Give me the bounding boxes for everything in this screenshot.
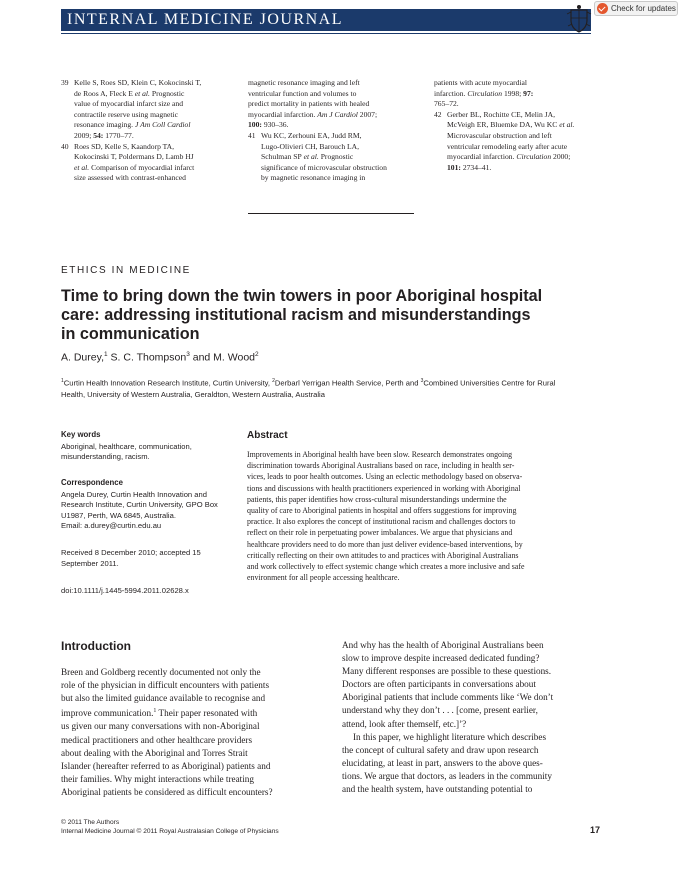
reference-text: magnetic resonance imaging and left ventricular function and volumes to predict mortality in patients with healed myocardial infarction. Am J Cardiol 2007; 100: 930–36. [248,78,378,130]
page-number: 17 [590,825,601,835]
reference-text: Roes SD, Kelle S, Kaandorp TA, Kokocinski T, Poldermans D, Lamb HJ et al. Comparison of myocardial infarct size assessed with contrast-enhanced [74,141,195,183]
author-affiliations: $^1$Curtin Health Innovation Research Institute, Curtin University, $^2$Derbarl Yerrigan Health Service, Perth and $^3$Combined Universities Centre for Rural Health, University of Western Australia, Geraldton, Western Australia, Australia [61,378,556,399]
college-crest-icon [565,4,593,34]
reference-42 [434,110,604,174]
reference-41 [248,131,416,184]
abstract-text: Improvements in Aboriginal health have been slow. Research demonstrates ongoing discrimination towards Aboriginal Australians based on race, including in health ser- vices, leads to poor health outcomes. Using an eclectic methodology based on observa- tions and discussions with health practitioners experienced in working with Aboriginal patients, this paper identifies how cross-cultural misunderstandings undermine the quality of care to Aboriginal patients in hospital and offers suggestions for improving practice. It also explores the concept of institutional racism and challenges doctors to reflect on their role in perpetuating power imbalances. We argue that physicians and healthcare providers need to do more than just deliver evidence-based interventions, by critically reflecting on their own attitudes to and practices with Aboriginal Australians and work collectively to effect systemic change which creates a more inclusive and safe environment for all people accessing healthcare. [247,450,525,583]
references-column-1 [61,78,237,184]
reference-number: 41 [248,130,256,140]
update-check-icon [597,3,608,14]
abstract-heading: Abstract [247,430,288,441]
correspondence-block [61,478,231,532]
correspondence-email[interactable]: Email: a.durey@curtin.edu.au [61,521,162,531]
keywords-text: Aboriginal, healthcare, communication, misunderstanding, racism. [61,441,192,462]
author-name: and M. Wood [189,351,256,364]
reference-39 [61,78,237,142]
correspondence-text: Angela Durey, Curtin Health Innovation and Research Institute, Curtin University, GPO Box U1987, Perth, WA 6845, Australia. Email: a.durey@curtin.edu.au [61,489,218,531]
journal-title: INTERNAL MEDICINE JOURNAL [67,11,343,28]
reference-40 [61,142,237,184]
references-divider [248,213,414,214]
author-name: A. Durey, [61,351,104,364]
copyright-line: © 2011 The Authors [61,819,120,826]
header-rule [61,33,591,34]
reference-number: 40 [61,141,69,151]
keywords-heading: Key words [61,430,101,439]
correspondence-heading: Correspondence [61,478,123,487]
reference-number: 39 [61,78,69,87]
reference-text: Wu KC, Zerhouni EA, Judd RM, Lugo-Olivieri CH, Barouch LA, Schulman SP et al. Prognostic significance of microvascular obstruction by magnetic resonance imaging in [261,130,387,183]
body-column-left [61,666,321,799]
body-paragraph: And why has the health of Aboriginal Australians been slow to improve despite increased dedicated funding? Many different responses are possible to these questions. Doctors are often participants in conversations about Aboriginal patients that include comments like ‘We don’t understand why they don’t . . . [come, present earlier, attend, look after themself, etc.]’? [342,640,554,729]
introduction-heading: Introduction [61,639,131,653]
reference-40-continued [248,78,416,131]
article-title: Time to bring down the twin towers in poor Aboriginal hospital care: addressing institutional racism and misunderstandings in communication [61,287,543,343]
reference-41-continued [434,78,604,110]
reference-number: 42 [434,109,442,119]
references-column-2 [248,78,416,184]
body-paragraph: In this paper, we highlight literature which describes the concept of cultural safety and draw upon research elucidating, at least in part, answers to the above ques- tions. We argue that doctors, as leaders in the community and the health system, have outstanding potential to [342,731,552,795]
author-list: A. Durey,$^1$ S. C. Thompson$^3$ and M. Wood$^2$ [61,351,259,364]
journal-copyright-line: Internal Medicine Journal © 2011 Royal Australasian College of Physicians [61,828,279,835]
reference-text: patients with acute myocardial infarction. Circulation 1998; 97: 765–72. [434,78,534,109]
check-for-updates-label: Check for updates [611,4,676,13]
reference-text: Gerber BL, Rochitte CE, Melin JA, McVeigh ER, Bluemke DA, Wu KC et al. Microvascular obstruction and left ventricular remodeling early after acute myocardial infarction. Circulation 2000; 101: 2734–41. [447,109,575,172]
page-footer [61,818,279,836]
author-name: S. C. Thompson [107,351,187,364]
references-column-3 [434,78,604,173]
reference-text: Kelle S, Roes SD, Klein C, Kokocinski T, de Roos A, Fleck E et al. Prognostic value of myocardial infarct size and contractile reserve using magnetic resonance imaging. J Am Coll Cardiol 2009; 54: 1770–77. [74,78,202,140]
received-dates: Received 8 December 2010; accepted 15 September 2011. [61,548,201,568]
section-label: ETHICS IN MEDICINE [61,265,191,276]
keywords-block [61,430,231,463]
check-for-updates-button[interactable] [594,1,678,16]
doi-link[interactable]: doi:10.1111/j.1445-5994.2011.02628.x [61,586,189,595]
journal-title-bar [61,9,591,31]
body-paragraph: Breen and Goldberg recently documented not only the role of the physician in difficult encounters with patients but also the limited guidance available to recognise and improve communication.$^1$ Their paper resonated with us given our many conversations with non-Aboriginal medical practitioners and other healthcare providers about dealing with the Aboriginal and Torres Strait Islander (hereafter referred to as Aboriginal) patients and their families. Why might interactions while treating Aboriginal patients be considered as difficult encounters? [61,667,273,797]
body-column-right [342,639,602,796]
citation-marker[interactable]: 1 [153,708,157,715]
